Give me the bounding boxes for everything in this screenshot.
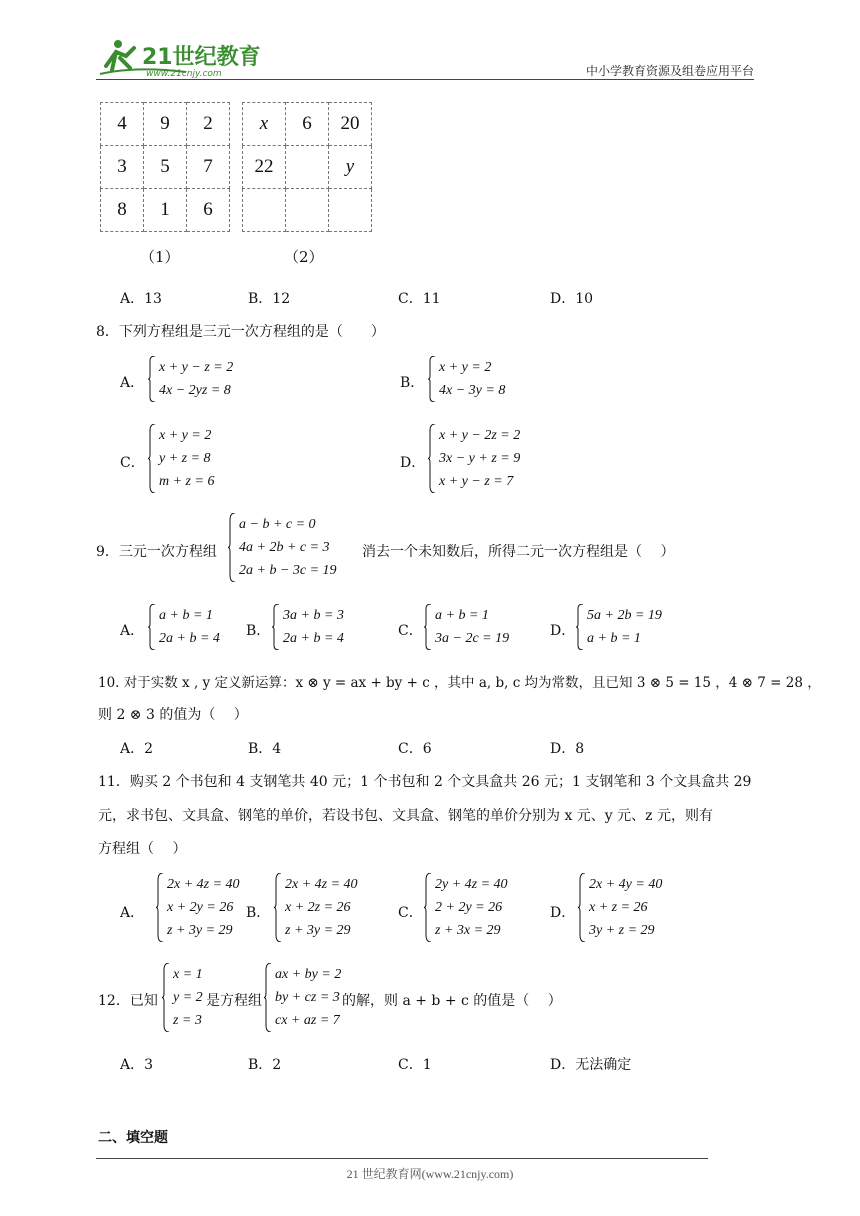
q11-label-d: D． — [550, 905, 576, 921]
q10-option-d: D．8 — [550, 741, 585, 757]
q10-option-b: B．4 — [248, 741, 282, 757]
q12-system — [264, 963, 341, 1032]
q12-stem-a: 12．已知 — [98, 993, 158, 1009]
q12-given-eq: y = 2 — [173, 990, 203, 1005]
q8-b-eq: 4x − 3y = 8 — [439, 383, 506, 398]
site-logo — [96, 36, 266, 80]
grid1-cell: 4 — [101, 103, 144, 146]
q12-option-a: A．3 — [120, 1057, 154, 1073]
grid1-cell: 7 — [187, 146, 230, 189]
q11-b-eq: z + 3y = 29 — [285, 923, 351, 938]
q8-d-eq: x + y − z = 7 — [439, 474, 514, 489]
q9-eq: 2a + b − 3c = 19 — [239, 563, 337, 578]
grid1-caption: （1） — [140, 248, 180, 266]
q9-system-d — [576, 604, 662, 650]
grid2-cell — [243, 189, 286, 232]
q11-b-eq: x + 2z = 26 — [285, 900, 351, 915]
q9-d-eq: 5a + 2b = 19 — [587, 608, 662, 623]
section-heading: 二、填空题 — [98, 1130, 168, 1146]
q11-line1: 11．购买 2 个书包和 4 支钢笔共 40 元；1 个书包和 2 个文具盒共 26 元；1 支钢笔和 3 个文具盒共 29 — [98, 774, 752, 790]
q12-option-d: D．无法确定 — [550, 1057, 632, 1073]
q8-label-a: A． — [120, 375, 145, 391]
q9-label-c: C． — [398, 623, 423, 639]
q11-system-b — [274, 873, 358, 942]
q9-d-eq: a + b = 1 — [587, 631, 641, 646]
q9-b-eq: 2a + b = 4 — [283, 631, 344, 646]
logo-url: www.21cnjy.com — [146, 69, 222, 79]
grid2-cell — [286, 146, 329, 189]
q11-b-eq: 2x + 4z = 40 — [285, 877, 358, 892]
q9-eq: 4a + 2b + c = 3 — [239, 540, 330, 555]
q9-eq: a − b + c = 0 — [239, 517, 316, 532]
grid1-cell: 8 — [101, 189, 144, 232]
q7-option-d: D．10 — [550, 291, 594, 307]
grid1-cell: 2 — [187, 103, 230, 146]
grid1-cell: 5 — [144, 146, 187, 189]
q8-a-eq: 4x − 2yz = 8 — [159, 383, 231, 398]
q11-line3: 方程组（ ） — [98, 841, 187, 857]
q9-system-c — [424, 604, 509, 650]
q11-d-eq: 3y + z = 29 — [589, 923, 655, 938]
q12-option-b: B．2 — [248, 1057, 282, 1073]
q8-c-eq: x + y = 2 — [159, 428, 212, 443]
q12-system-eq: by + cz = 3 — [275, 990, 340, 1005]
q10-option-c: C．6 — [398, 741, 432, 757]
q8-system-d — [428, 424, 520, 493]
q12-given-eq: z = 3 — [173, 1013, 202, 1028]
q8-label-b: B． — [400, 375, 425, 391]
q10-line2: 则 2 ⊗ 3 的值为（ ） — [98, 707, 248, 723]
q8-system-b — [428, 356, 505, 402]
q12-option-c: C．1 — [398, 1057, 432, 1073]
q11-line2: 元，求书包、文具盒、钢笔的单价，若设书包、文具盒、钢笔的单价分别为 x 元、y 元、z 元，则有 — [98, 808, 713, 824]
q9-label-a: A． — [120, 623, 145, 639]
q12-given-solution — [162, 963, 203, 1032]
q11-a-eq: z + 3y = 29 — [167, 923, 233, 938]
q9-stem-a: 9．三元一次方程组 — [96, 544, 217, 560]
q10-line1: 10. 对于实数 x , y 定义新运算：x ⊗ y = ax + by + c ，其中 a, b, c 均为常数，且已知 3 ⊗ 5 = 15 ，4 ⊗ 7 = 28 ， — [98, 675, 821, 691]
footer-divider — [96, 1158, 708, 1159]
grid1-cell: 6 — [187, 189, 230, 232]
grid2-cell: x — [243, 103, 286, 146]
grid2-cell: 20 — [329, 103, 372, 146]
q8-system-c — [148, 424, 214, 493]
q9-b-eq: 3a + b = 3 — [283, 608, 344, 623]
q8-b-eq: x + y = 2 — [439, 360, 492, 375]
grid2-cell — [286, 189, 329, 232]
q9-c-eq: 3a − 2c = 19 — [435, 631, 510, 646]
q9-label-b: B． — [246, 623, 271, 639]
q9-system-a — [148, 604, 220, 650]
q9-system — [228, 513, 337, 582]
grid2-cell — [329, 189, 372, 232]
q11-c-eq: 2 + 2y = 26 — [435, 900, 503, 915]
q8-a-eq: x + y − z = 2 — [159, 360, 234, 375]
q11-system-a — [156, 873, 240, 942]
q9-c-eq: a + b = 1 — [435, 608, 489, 623]
footer-text: 21 世纪教育网(www.21cnjy.com) — [346, 1167, 514, 1181]
magic-square-grid-2 — [242, 102, 372, 232]
q11-d-eq: x + z = 26 — [589, 900, 648, 915]
q8-stem: 8．下列方程组是三元一次方程组的是（ ） — [96, 324, 385, 340]
q11-c-eq: z + 3x = 29 — [435, 923, 501, 938]
q8-system-a — [148, 356, 233, 402]
q9-a-eq: a + b = 1 — [159, 608, 213, 623]
logo-text: 21世纪教育 — [142, 45, 261, 70]
q7-option-a: A．13 — [120, 291, 162, 307]
q12-stem-c: 的解，则 a + b + c 的值是（ ） — [342, 993, 562, 1009]
grid2-caption: （2） — [284, 248, 324, 266]
grid1-cell: 9 — [144, 103, 187, 146]
header-divider — [96, 79, 754, 80]
q11-label-a: A． — [120, 905, 145, 921]
q8-label-c: C． — [120, 455, 145, 471]
q11-a-eq: x + 2y = 26 — [167, 900, 234, 915]
q11-d-eq: 2x + 4y = 40 — [589, 877, 663, 892]
magic-square-grid-1 — [100, 102, 230, 232]
q8-d-eq: x + y − 2z = 2 — [439, 428, 521, 443]
q12-system-eq: ax + by = 2 — [275, 967, 342, 982]
q9-a-eq: 2a + b = 4 — [159, 631, 220, 646]
grid2-cell: 22 — [243, 146, 286, 189]
grid2-cell: y — [329, 146, 372, 189]
q8-d-eq: 3x − y + z = 9 — [439, 451, 521, 466]
q12-given-eq: x = 1 — [173, 967, 203, 982]
q8-c-eq: y + z = 8 — [159, 451, 211, 466]
q10-option-a: A．2 — [120, 741, 154, 757]
q11-system-c — [424, 873, 508, 942]
q9-label-d: D． — [550, 623, 576, 639]
q7-option-b: B．12 — [248, 291, 291, 307]
q12-stem-b: 是方程组 — [206, 993, 262, 1009]
q11-system-d — [578, 873, 662, 942]
q7-option-c: C．11 — [398, 291, 441, 307]
q9-stem-b: 消去一个未知数后，所得二元一次方程组是（ ） — [362, 544, 675, 560]
q8-c-eq: m + z = 6 — [159, 474, 215, 489]
q11-label-b: B． — [246, 905, 271, 921]
grid1-cell: 3 — [101, 146, 144, 189]
q12-system-eq: cx + az = 7 — [275, 1013, 340, 1028]
grid2-cell: 6 — [286, 103, 329, 146]
grid1-cell: 1 — [144, 189, 187, 232]
q11-a-eq: 2x + 4z = 40 — [167, 877, 240, 892]
q11-c-eq: 2y + 4z = 40 — [435, 877, 508, 892]
q11-label-c: C． — [398, 905, 423, 921]
header-platform-text: 中小学教育资源及组卷应用平台 — [585, 64, 754, 78]
q8-label-d: D． — [400, 455, 426, 471]
q9-system-b — [272, 604, 344, 650]
